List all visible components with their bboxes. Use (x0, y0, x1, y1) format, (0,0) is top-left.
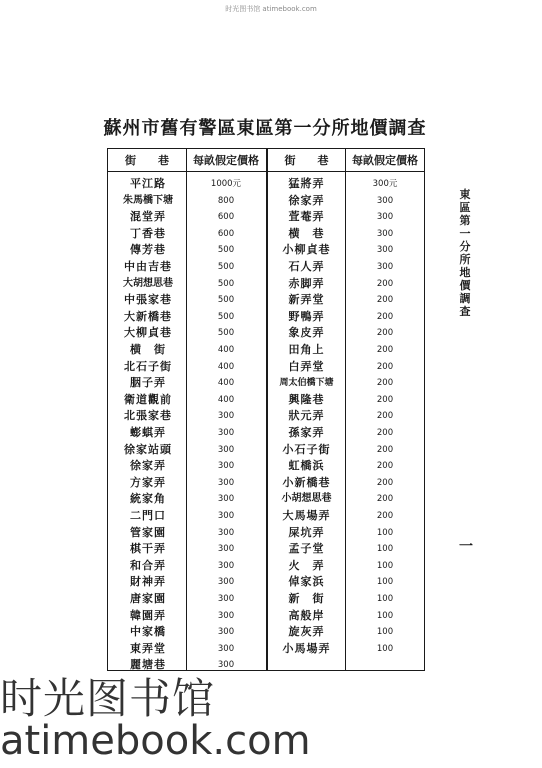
left-price-value: 500 (217, 311, 235, 322)
left-street-name: 財神弄 (130, 575, 166, 589)
right-price-value: 100 (376, 544, 394, 555)
right-street-name: 孟子堂 (288, 542, 325, 556)
right-price-value: 200 (376, 461, 394, 472)
right-price-value: 200 (376, 378, 394, 389)
left-price-value: 300 (217, 660, 235, 671)
right-street-name: 新 街 (288, 592, 325, 605)
column-divider (186, 149, 187, 670)
right-street-name: 小胡想思巷 (281, 493, 332, 505)
left-price-value: 300 (217, 544, 235, 555)
left-price-value: 600 (217, 212, 235, 223)
right-price-value: 200 (376, 494, 394, 505)
left-street-name: 北石子街 (124, 359, 172, 373)
right-price-value: 200 (376, 361, 394, 372)
center-divider (266, 149, 268, 670)
top-banner: 时光图书馆 atimebook.com (225, 5, 317, 13)
left-price-value: 500 (217, 245, 235, 256)
right-price-value: 300 (376, 212, 394, 223)
right-street-name: 高般岸 (288, 608, 325, 622)
header-street-right: 街 巷 (284, 154, 329, 167)
left-price-value: 300 (217, 627, 235, 638)
left-price-value: 300 (217, 428, 235, 438)
right-street-name: 猛將弄 (288, 177, 325, 190)
left-street-name: 統家角 (130, 492, 166, 506)
right-street-name: 徐家弄 (288, 193, 325, 207)
right-street-name: 屎坑弄 (288, 525, 325, 539)
left-price-value: 300 (217, 411, 235, 422)
right-price-value: 300 (376, 228, 394, 239)
right-street-name: 旋灰弄 (288, 625, 325, 639)
left-street-name: 混堂弄 (130, 210, 166, 224)
left-price-value: 600 (217, 228, 235, 239)
right-street-name: 倬家浜 (288, 575, 325, 589)
page-title: 蘇州市舊有警區東區第一分所地價調查 (103, 118, 427, 139)
land-price-table (107, 148, 425, 671)
left-price-value: 1000元 (210, 179, 242, 189)
right-price-value: 100 (376, 610, 394, 621)
right-street-name: 火 弄 (288, 558, 325, 572)
left-price-value: 300 (217, 610, 235, 621)
left-street-name: 中由吉巷 (124, 260, 172, 273)
right-street-name: 虹橋浜 (288, 459, 325, 473)
right-price-value: 200 (376, 411, 394, 422)
right-price-value: 200 (376, 311, 394, 322)
left-street-name: 和合弄 (130, 558, 166, 572)
right-street-name: 小馬場弄 (282, 641, 331, 655)
left-street-name: 棋干弄 (130, 542, 166, 556)
watermark-chinese: 时光图书馆 (0, 674, 216, 723)
page-number: 一 (459, 539, 473, 555)
watermark-url: atimebook.com (0, 718, 311, 764)
header-street-left: 街 巷 (125, 154, 169, 167)
left-street-name: 北張家巷 (124, 409, 172, 423)
right-street-name: 小石子街 (282, 442, 331, 456)
right-price-value: 200 (376, 295, 394, 306)
left-street-name: 中張家巷 (124, 293, 172, 307)
right-street-name: 新弄堂 (288, 293, 325, 307)
left-street-name: 横 街 (130, 343, 166, 356)
right-price-value: 200 (376, 511, 394, 521)
right-price-value: 200 (376, 278, 394, 289)
left-street-name: 丁香巷 (130, 226, 166, 240)
right-street-name: 象皮弄 (288, 326, 325, 340)
right-price-value: 200 (376, 328, 394, 339)
left-street-name: 傳芳巷 (130, 243, 166, 257)
left-street-name: 蟛蜞弄 (130, 426, 166, 439)
right-price-value: 100 (376, 577, 394, 588)
right-price-value: 200 (376, 444, 394, 455)
right-street-name: 大馬場弄 (282, 509, 331, 522)
left-price-value: 300 (217, 527, 235, 538)
right-price-value: 100 (376, 594, 394, 604)
header-price-right: 每畝假定價格 (352, 154, 418, 167)
left-street-name: 東弄堂 (130, 641, 166, 655)
left-street-name: 中家橋 (130, 625, 166, 639)
side-title: 東區第一分所地價調查 (459, 188, 471, 318)
left-price-value: 300 (217, 643, 235, 654)
left-price-value: 500 (217, 295, 235, 306)
left-street-name: 韓園弄 (130, 608, 166, 622)
left-price-value: 500 (217, 262, 235, 272)
left-price-value: 800 (217, 195, 235, 206)
column-divider (345, 149, 346, 670)
right-street-name: 萓菴弄 (288, 210, 325, 224)
left-price-value: 400 (217, 378, 235, 389)
header-price-left: 每畝假定價格 (193, 154, 259, 167)
right-street-name: 狀元弄 (288, 409, 325, 423)
left-street-name: 衛道觀前 (124, 392, 172, 406)
right-price-value: 200 (376, 345, 394, 355)
right-price-value: 100 (376, 527, 394, 538)
right-price-value: 300 (376, 245, 394, 256)
left-street-name: 大胡想思巷 (123, 277, 173, 289)
right-street-name: 小柳貞巷 (282, 243, 331, 257)
left-street-name: 平江路 (130, 177, 166, 190)
right-price-value: 100 (376, 627, 394, 638)
right-price-value: 100 (376, 643, 394, 654)
right-street-name: 周太伯橋下塘 (279, 378, 334, 389)
left-street-name: 二門口 (130, 509, 166, 522)
left-street-name: 胭子弄 (130, 376, 166, 390)
right-price-value: 300 (376, 262, 394, 272)
left-price-value: 300 (217, 461, 235, 472)
right-street-name: 赤脚弄 (288, 276, 325, 290)
right-price-value: 200 (376, 394, 394, 405)
right-price-value: 300元 (372, 179, 398, 189)
left-street-name: 大柳貞巷 (124, 326, 172, 340)
left-street-name: 徐家弄 (130, 459, 166, 473)
right-price-value: 200 (376, 477, 394, 488)
right-street-name: 孫家弄 (288, 426, 325, 439)
left-price-value: 300 (217, 477, 235, 488)
left-price-value: 400 (217, 394, 235, 405)
left-price-value: 300 (217, 577, 235, 588)
right-street-name: 小新橋巷 (282, 475, 331, 489)
left-price-value: 400 (217, 361, 235, 372)
left-price-value: 300 (217, 560, 235, 571)
left-street-name: 管家園 (130, 525, 166, 539)
right-street-name: 横 巷 (288, 226, 325, 240)
right-street-name: 興隆巷 (288, 392, 325, 406)
left-price-value: 300 (217, 594, 235, 604)
left-street-name: 朱馬橋下塘 (123, 194, 173, 206)
left-street-name: 唐家園 (130, 592, 166, 605)
right-street-name: 野鴨弄 (288, 309, 325, 323)
right-street-name: 石人弄 (288, 260, 325, 273)
left-price-value: 400 (217, 345, 235, 355)
left-price-value: 300 (217, 494, 235, 505)
right-price-value: 100 (376, 560, 394, 571)
left-price-value: 300 (217, 444, 235, 455)
left-price-value: 300 (217, 511, 235, 521)
left-street-name: 大新橋巷 (124, 309, 172, 323)
right-price-value: 200 (376, 428, 394, 438)
left-street-name: 徐家站頭 (124, 442, 172, 456)
right-street-name: 田角上 (288, 343, 325, 356)
left-street-name: 方家弄 (130, 475, 166, 489)
right-price-value: 300 (376, 195, 394, 206)
right-street-name: 白弄堂 (288, 359, 325, 373)
left-price-value: 500 (217, 328, 235, 339)
left-price-value: 500 (217, 278, 235, 289)
left-street-name: 麗塘巷 (130, 658, 166, 672)
